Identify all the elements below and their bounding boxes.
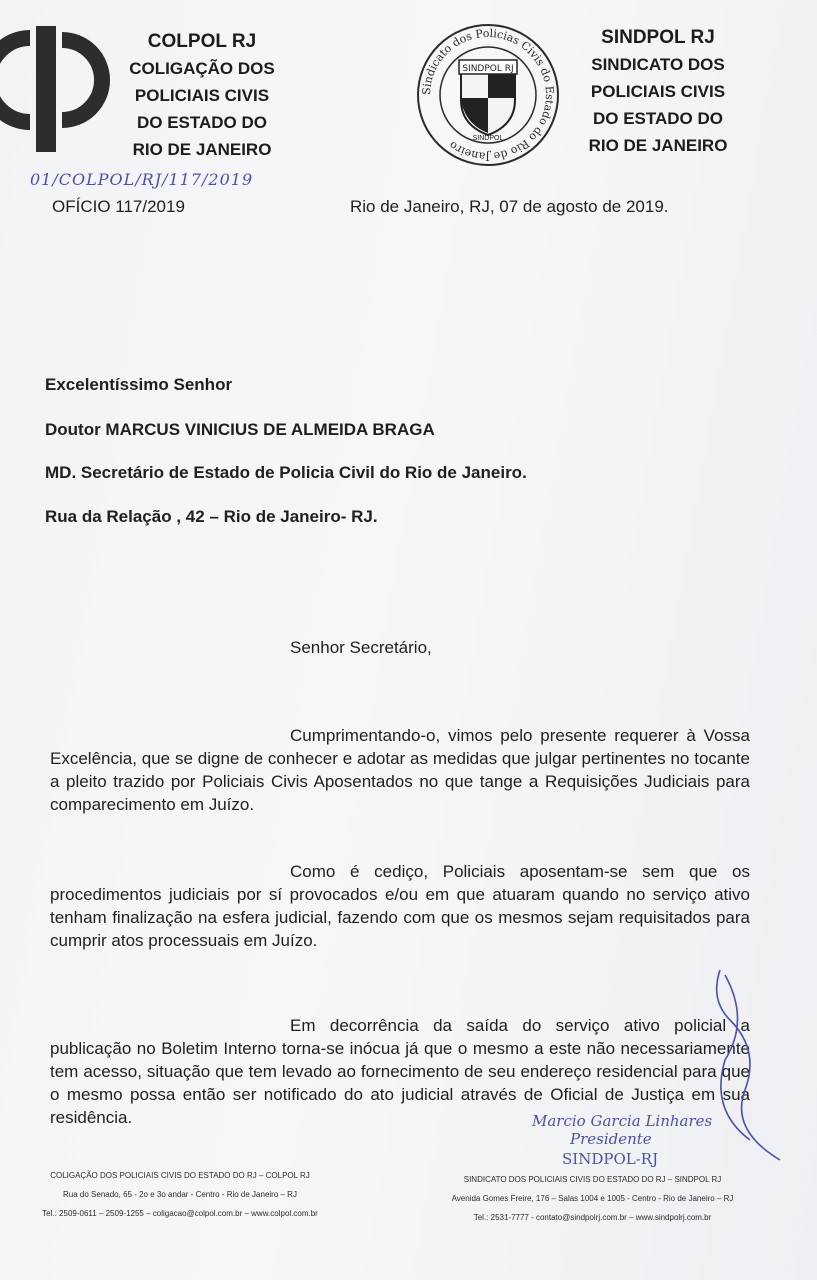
colpol-line-1: COLIGAÇÃO DOS	[129, 59, 275, 78]
paragraph-1-text: Cumprimentando-o, vimos pelo presente requerer à Vossa Excelência, que se digne de conhecer e adotar as medidas que julgar pertinentes no tocante a pleito trazido por Policiais Civis Aposentados no que tange a Requisições Judiciais para comparecimento em Juízo.	[50, 726, 750, 814]
sindpol-line-4: RIO DE JANEIRO	[588, 136, 728, 155]
footer-left-line-1: COLIGAÇÃO DOS POLICIAIS CIVIS DO ESTADO DO RJ – COLPOL RJ	[50, 1171, 310, 1180]
signer-organization: SINDPOL-RJ	[562, 1150, 659, 1168]
handwritten-reference: 01/COLPOL/RJ/117/2019	[30, 170, 254, 189]
sindpol-line-1: SINDICATO DOS	[591, 55, 725, 74]
footer-right-line-1: SINDICATO DOS POLICIAIS CIVIS DO ESTADO DO RJ – SINDPOL RJ	[463, 1175, 722, 1184]
addressee-line-2: Doutor MARCUS VINICIUS DE ALMEIDA BRAGA	[45, 420, 435, 439]
sindpol-name: SINDPOL RJ	[601, 27, 715, 48]
sindpol-seal-icon	[413, 20, 563, 170]
paragraph-3-text: Em decorrência da saída do serviço ativo policial a publicação no Boletim Interno torna-se inócua já que o mesmo a este não necessariamente tem acesso, situação que tem levado ao fornecimento de seu endereço residencial para que o mesmo possa então ser notificado do ato judicial através de Oficial de Justiça em sua residência.	[50, 1016, 750, 1127]
footer-left-line-3: Tel.: 2509-0611 – 2509-1255 – coligacao@colpol.com.br – www.colpol.com.br	[42, 1209, 318, 1218]
paragraph-2-text: Como é cediço, Policiais aposentam-se sem que os procedimentos judiciais por sí provocados e/ou em que atuaram quando no serviço ativo tenham finalização na esfera judicial, fazendo com que os mesmos sejam requisitados para cumprir atos processuais em Juízo.	[50, 862, 750, 950]
colpol-header	[112, 28, 292, 163]
seal-bottom-text: SINDPOL	[472, 135, 504, 142]
colpol-name: COLPOL RJ	[147, 31, 257, 52]
colpol-line-2: POLICIAIS CIVIS	[134, 86, 270, 105]
signer-title: Presidente	[570, 1130, 652, 1148]
salutation: Senhor Secretário,	[290, 638, 432, 657]
colpol-line-3: DO ESTADO DO	[136, 113, 268, 132]
sindpol-header	[568, 24, 748, 159]
seal-rj-text: RJ	[469, 115, 478, 122]
sindpol-line-3: DO ESTADO DO	[592, 109, 724, 128]
footer-left	[10, 1166, 350, 1223]
date-line: Rio de Janeiro, RJ, 07 de agosto de 2019.	[350, 197, 669, 216]
colpol-line-4: RIO DE JANEIRO	[132, 140, 272, 159]
footer-right-line-3: Tel.: 2531-7777 - contato@sindpolrj.com.br – www.sindpolrj.com.br	[473, 1213, 712, 1222]
paragraph-2	[50, 860, 750, 952]
paragraph-1	[50, 724, 750, 816]
sindpol-seal	[413, 20, 563, 170]
addressee-line-1: Excelentíssimo Senhor	[45, 375, 233, 394]
addressee-line-3: MD. Secretário de Estado de Policia Civil do Rio de Janeiro.	[45, 463, 527, 482]
signature-scribble-icon	[690, 960, 800, 1170]
footer-right-line-2: Avenida Gomes Freire, 176 – Salas 1004 e 1005 - Centro - Rio de Janeiro – RJ	[451, 1194, 734, 1203]
seal-inner-text: SINDPOL RJ	[462, 64, 514, 74]
footer-left-line-2: Rua do Senado, 65 - 2o e 3o andar - Centro - Rio de Janeiro – RJ	[63, 1190, 297, 1199]
sindpol-line-2: POLICIAIS CIVIS	[590, 82, 726, 101]
addressee-line-4: Rua da Relação , 42 – Rio de Janeiro- RJ.	[45, 507, 378, 526]
signer-name: Marcio Garcia Linhares	[532, 1112, 713, 1130]
seal-ring-text: Sindicato dos Policias Civis do Estado do Rio de Janeiro	[419, 26, 557, 164]
oficio-number: OFÍCIO 117/2019	[52, 197, 185, 216]
footer-right	[420, 1170, 765, 1227]
colpol-logo-icon	[0, 20, 110, 155]
